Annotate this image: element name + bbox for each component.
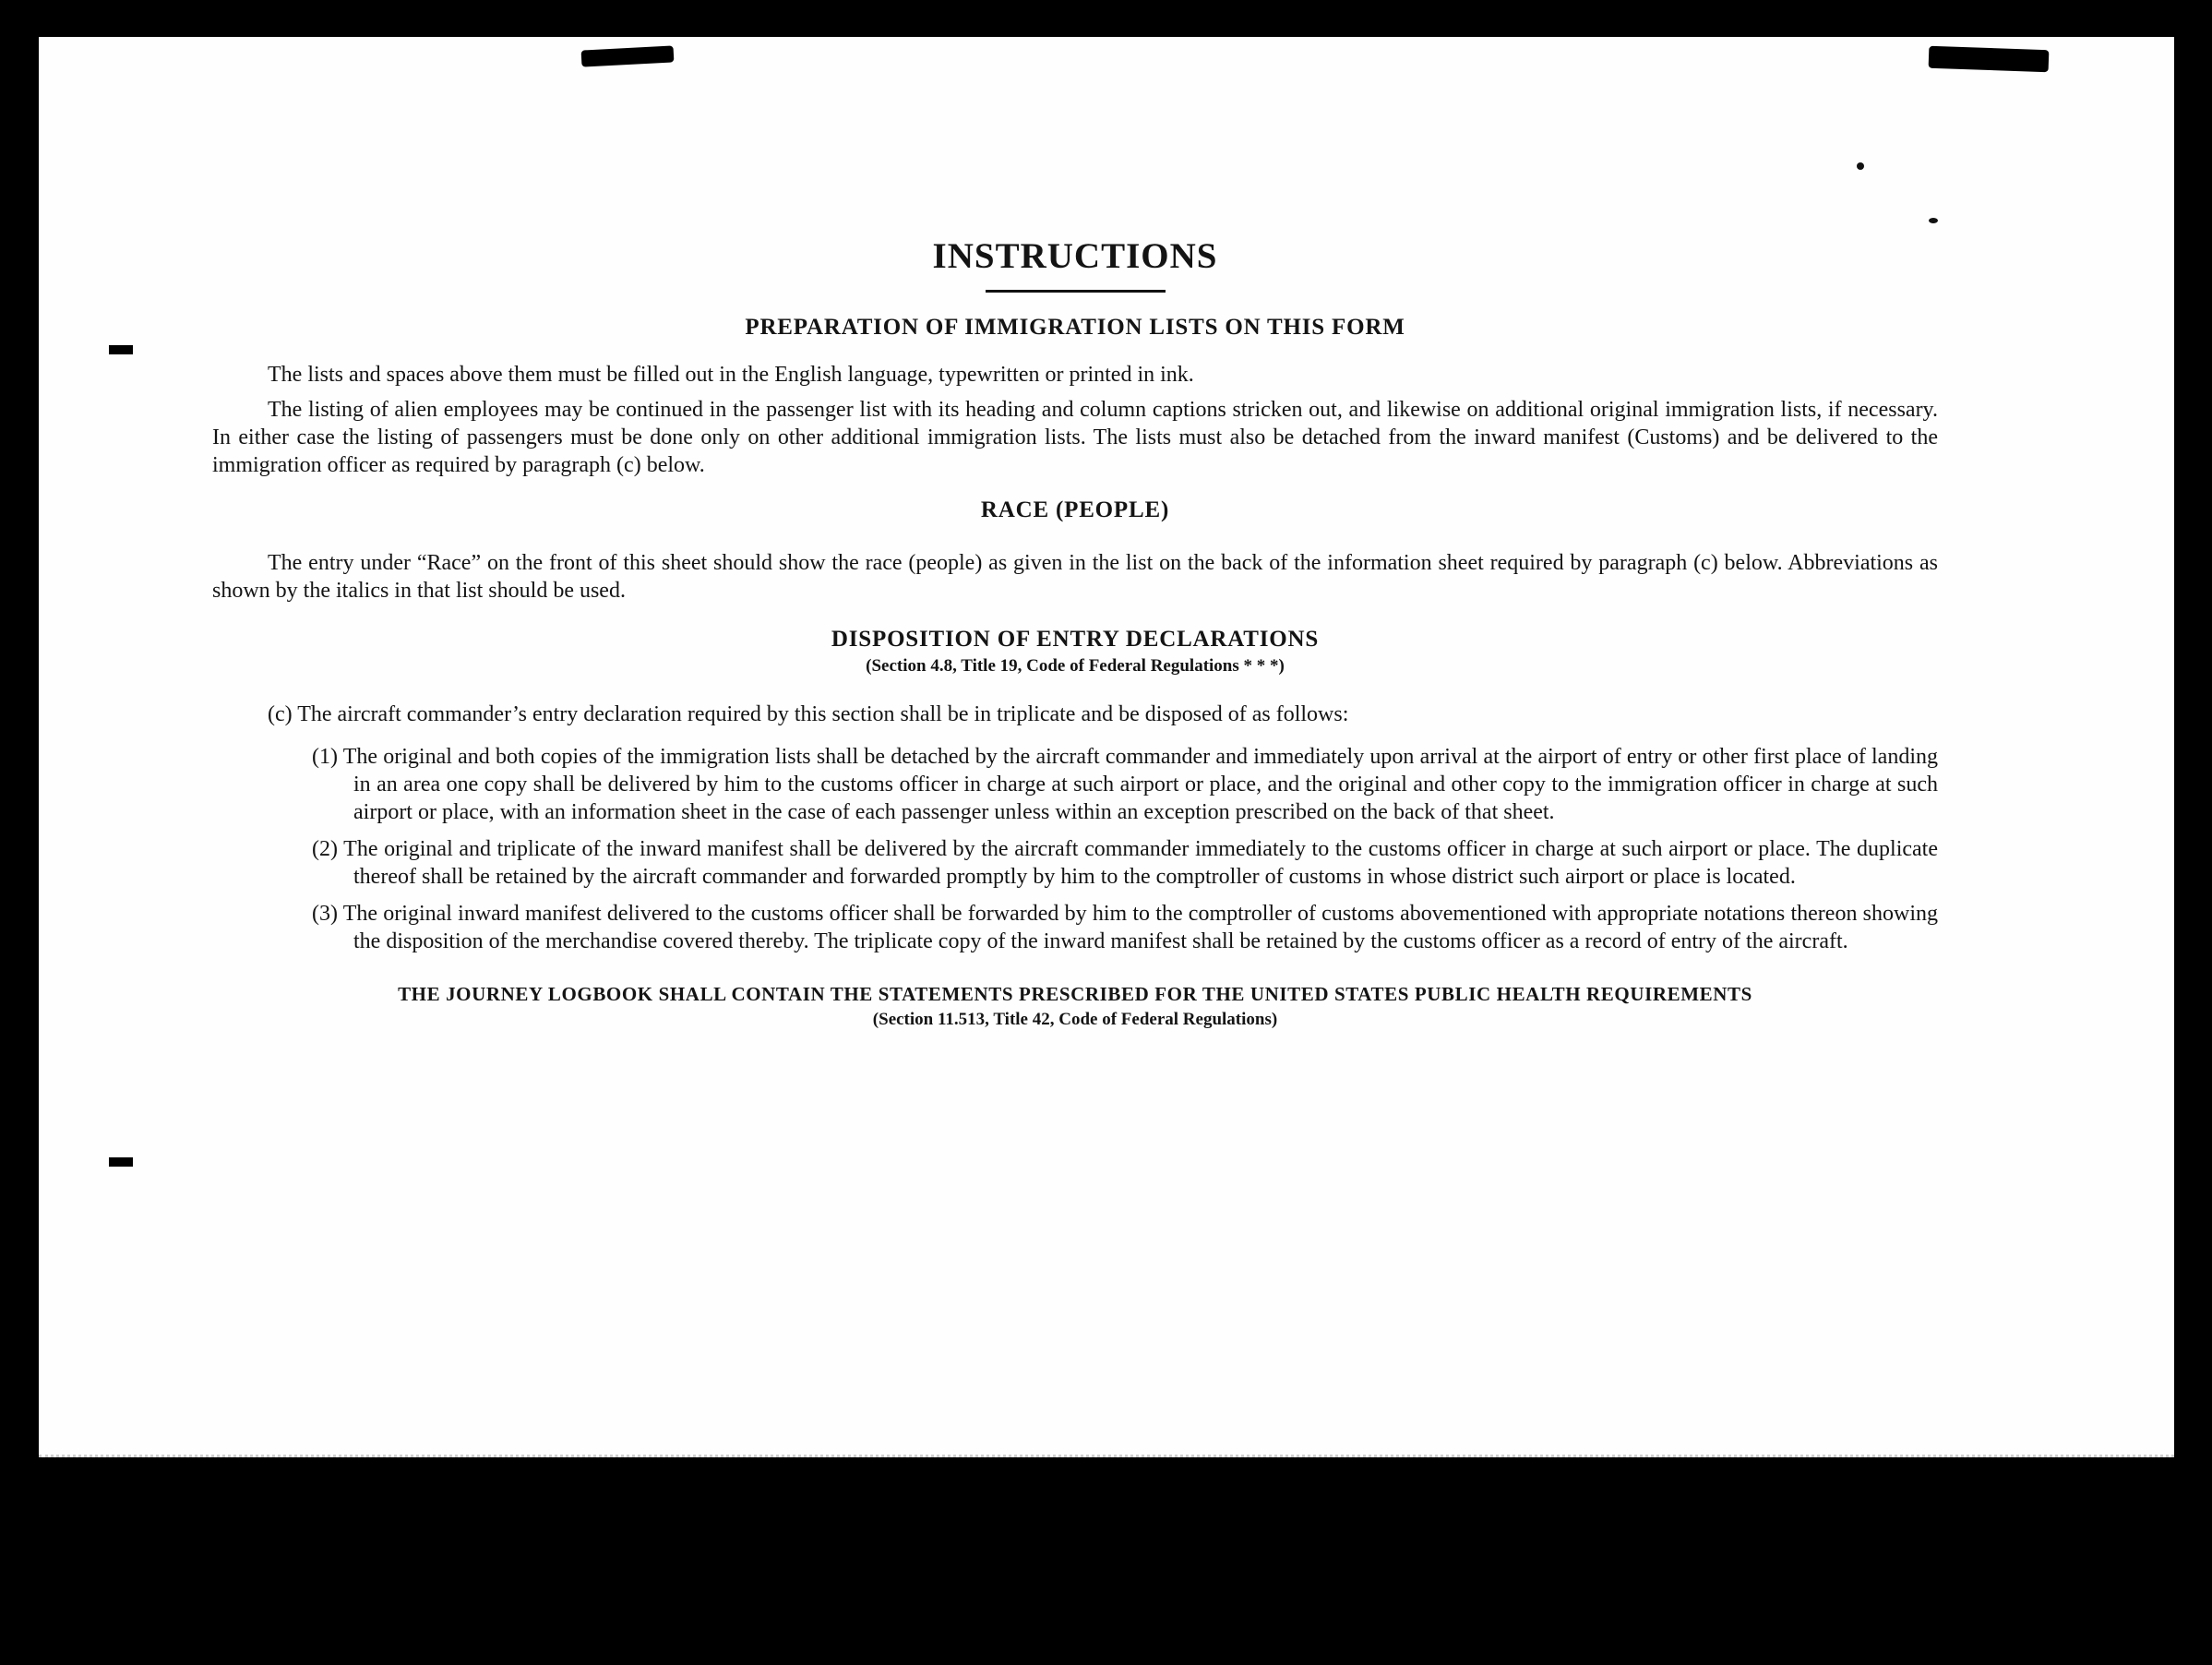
disposition-citation: (Section 4.8, Title 19, Code of Federal Regulations * * *) <box>866 656 1285 676</box>
instructions-content <box>212 235 1938 1030</box>
disposition-item-2: (2) The original and triplicate of the inward manifest shall be delivered by the aircraft commander immediately to the customs officer in charge at such airport or place. The duplicate thereof shall be retained by the aircraft commander and forwarded promptly by him to the comptroller of customs in whose district such airport or place is located. <box>312 837 1938 889</box>
race-paragraph: The entry under “Race” on the front of this sheet should show the race (people) as given in the list on the back of the information sheet required by paragraph (c) below. Abbreviations as shown by the italics in that list should be used. <box>212 551 1938 603</box>
race-heading: RACE (PEOPLE) <box>980 497 1170 522</box>
disposition-intro: (c) The aircraft commander’s entry declaration required by this section shall be in triplicate and be disposed of as follows: <box>268 702 1349 726</box>
scan-speck <box>1857 162 1864 170</box>
preparation-heading: PREPARATION OF IMMIGRATION LISTS ON THIS FORM <box>745 315 1405 340</box>
disposition-item-1: (1) The original and both copies of the immigration lists shall be detached by the aircraft commander and immediately upon arrival at the airport of entry or other first place of landing in an area one copy shall be delivered by him to the customs officer in charge at such airport or place, and the original and other copy to the immigration officer in charge at such airport or place, with an information sheet in the case of each passenger unless within an exception prescribed on the back of that sheet. <box>312 745 1938 824</box>
disposition-heading: DISPOSITION OF ENTRY DECLARATIONS <box>831 627 1320 652</box>
margin-mark <box>109 345 133 354</box>
scan-speck <box>1929 218 1938 223</box>
title-underline <box>986 290 1166 293</box>
logbook-citation: (Section 11.513, Title 42, Code of Federal Regulations) <box>872 1010 1278 1029</box>
scan-edge-mark <box>1929 46 2050 73</box>
disposition-item-3: (3) The original inward manifest delivered to the customs officer shall be forwarded by him to the comptroller of customs abovementioned with appropriate notations thereon showing the disposition of the merchandise covered thereby. The triplicate copy of the inward manifest shall be retained by the customs officer as a record of entry of the aircraft. <box>312 902 1938 953</box>
preparation-paragraph-1: The lists and spaces above them must be filled out in the English language, typewritten or printed in ink. <box>268 363 1194 387</box>
logbook-heading: THE JOURNEY LOGBOOK SHALL CONTAIN THE STATEMENTS PRESCRIBED FOR THE UNITED STATES PUBLIC HEALTH REQUIREMENTS <box>398 983 1752 1005</box>
preparation-paragraph-2: The listing of alien employees may be continued in the passenger list with its heading and column captions stricken out, and likewise on additional original immigration lists, if necessary. In either case the listing of passengers must be done only on other additional immigration lists. The lists must also be detached from the inward manifest (Customs) and be delivered to the immigration officer as required by paragraph (c) below. <box>212 398 1938 477</box>
page-title: INSTRUCTIONS <box>932 236 1218 276</box>
margin-mark <box>109 1157 133 1167</box>
